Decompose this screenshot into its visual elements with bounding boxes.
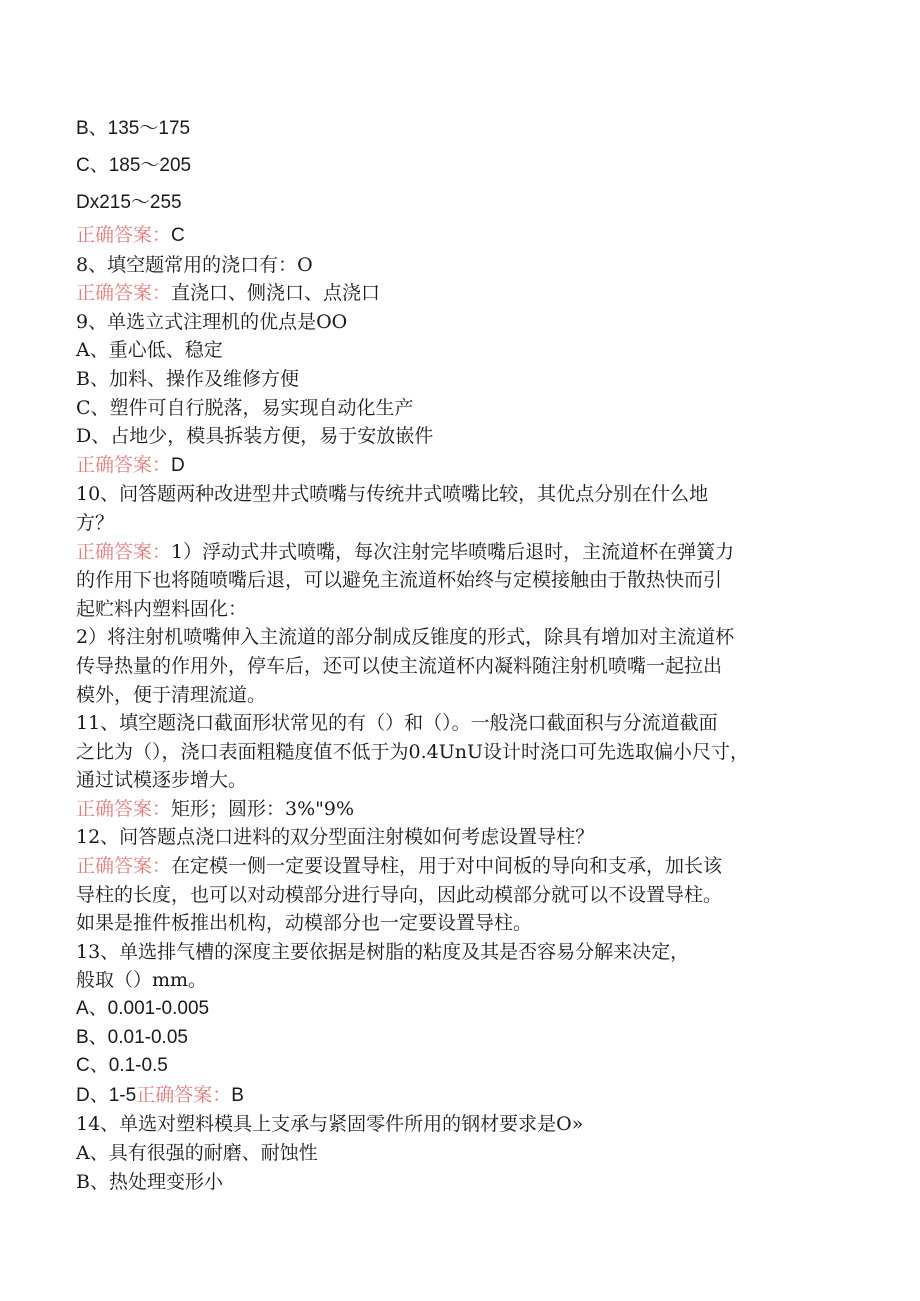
q14-option-a: A、具有很强的耐磨、耐蚀性 <box>76 1142 318 1164</box>
q12-answer-line1 <box>76 852 836 881</box>
q14-question: 14、单选对塑料模具上支承与紧固零件所用的钢材要求是O» <box>76 1113 584 1136</box>
q8-question: 8、填空题常用的浇口有：O <box>76 253 313 276</box>
q12-answer-text-line1: 在定模一侧一定要设置导柱，用于对中间板的导向和支承，加长该 <box>171 855 723 878</box>
answer-label: 正确答案： <box>76 453 172 476</box>
q9-option-b: B、加料、操作及维修方便 <box>76 367 299 390</box>
q7-answer: C <box>171 225 185 246</box>
q12-answer-line3: 如果是推件板推出机构，动模部分也一定要设置导柱。 <box>76 912 533 935</box>
q13-option-d-line <box>76 1081 836 1111</box>
answer-label: 正确答案： <box>76 282 172 305</box>
q13-question-line2: 般取（）mm。 <box>76 969 208 992</box>
document-page <box>76 110 836 1196</box>
q13-option-c: C、0.1-0.5 <box>76 1055 168 1077</box>
q13-option-a: A、0.001-0.005 <box>76 998 210 1020</box>
q11-question-line3: 通过试模逐步增大。 <box>76 769 248 792</box>
q10-answer-part1-line3: 起贮料内塑料固化： <box>76 597 248 620</box>
q7-option-b: B、135～175 <box>76 118 191 139</box>
q10-question-line2: 方？ <box>76 511 115 534</box>
q12-question: 12、问答题点浇口进料的双分型面注射模如何考虑设置导柱？ <box>76 826 595 849</box>
q8-answer-line <box>76 279 836 308</box>
q10-answer-line1 <box>76 538 836 567</box>
q9-answer-line <box>76 451 836 481</box>
q10-answer-part2-line2: 传导热量的作用外，停车后，还可以使主流道杯内凝料随注射机喷嘴一起拉出 <box>76 654 723 677</box>
q10-answer-part2-line3: 模外，便于清理流道。 <box>76 683 267 706</box>
q9-option-c: C、塑件可自行脱落，易实现自动化生产 <box>76 396 414 419</box>
q7-option-d: Dx215～255 <box>76 192 182 213</box>
q9-answer: D <box>171 454 185 476</box>
q11-answer: 矩形；圆形：3%"9% <box>171 797 355 820</box>
answer-label: 正确答案： <box>76 540 172 563</box>
q10-answer-part1-line1: 1）浮动式井式喷嘴，每次注射完毕喷嘴后退时，主流道杯在弹簧力 <box>171 540 735 563</box>
q9-option-d: D、占地少，模具拆装方便，易于安放嵌件 <box>76 425 434 448</box>
answer-label: 正确答案： <box>76 855 172 878</box>
answer-label: 正确答案： <box>136 1083 232 1106</box>
q9-option-a: A、重心低、稳定 <box>76 339 223 362</box>
q13-option-d: D、1-5 <box>76 1084 137 1106</box>
q14-option-b: B、热处理变形小 <box>76 1170 223 1193</box>
q7-option-c: C、185～205 <box>76 155 192 176</box>
answer-label: 正确答案： <box>76 224 172 246</box>
q9-question: 9、单选立式注理机的优点是OO <box>76 310 348 333</box>
q11-answer-line <box>76 795 836 824</box>
q7-answer-line <box>76 221 836 251</box>
q13-question-line1: 13、单选排气槽的深度主要依据是树脂的粘度及其是否容易分解来决定， <box>76 940 690 963</box>
q8-answer: 直浇口、侧浇口、点浇口 <box>171 282 381 305</box>
q10-question-line1: 10、问答题两种改进型井式喷嘴与传统井式喷嘴比较，其优点分别在什么地 <box>76 483 709 506</box>
q11-question-line1: 11、填空题浇口截面形状常见的有（）和（）。一般浇口截面积与分流道截面 <box>76 712 718 735</box>
q13-answer: B <box>231 1084 244 1106</box>
q10-answer-part2-line1: 2）将注射机喷嘴伸入主流道的部分制成反锥度的形式，除具有增加对主流道杯 <box>76 626 735 649</box>
q12-answer-line2: 导柱的长度，也可以对动模部分进行导向，因此动模部分就可以不设置导柱。 <box>76 883 723 906</box>
q10-answer-part1-line2: 的作用下也将随喷嘴后退，可以避免主流道杯始终与定模接触由于散热快而引 <box>76 569 723 592</box>
q11-question-line2: 之比为（），浇口表面粗糙度值不低于为0.4UnU设计时浇口可先选取偏小尺寸， <box>76 740 749 763</box>
q13-option-b: B、0.01-0.05 <box>76 1026 188 1048</box>
answer-label: 正确答案： <box>76 797 172 820</box>
